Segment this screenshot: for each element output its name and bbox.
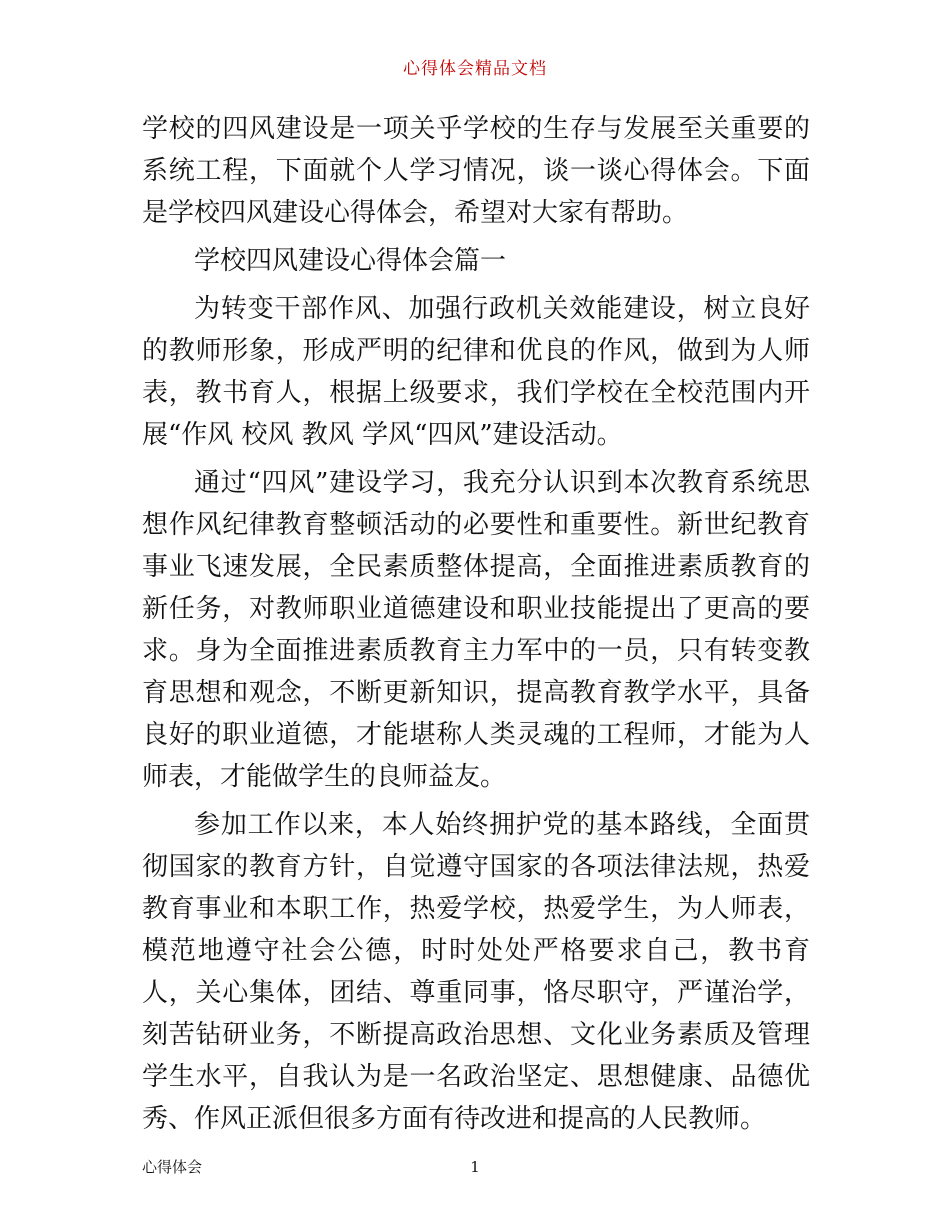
body-paragraph-2: 通过“四风”建设学习，我充分认识到本次教育系统思想作风纪律教育整顿活动的必要性和重要性。新世纪教育事业飞速发展，全民素质整体提高，全面推进素质教育的新任务，对教师职业道德建设和职业技能提出了更高的要求。身为全面推进素质教育主力军中的一员，只有转变教育思想和观念，不断更新知识，提高教育教学水平，具备良好的职业道德，才能堪称人类灵魂的工程师，才能为人师表，才能做学生的良师益友。 [142,468,810,792]
body-paragraph-3: 参加工作以来，本人始终拥护党的基本路线，全面贯彻国家的教育方针，自觉遵守国家的各项法律法规，热爱教育事业和本职工作，热爱学校，热爱学生，为人师表，模范地遵守社会公德，时时处处严格要求自己，教书育人，关心集体，团结、尊重同事，恪尽职守，严谨治学，刻苦钻研业务，不断提高政治思想、文化业务素质及管理学生水平，自我认为是一名政治坚定、思想健康、品德优秀、作风正派但很多方面有待改进和提高的人民教师。 [142,810,810,1134]
footer-label: 心得体会 [142,1158,203,1176]
page-number: 1 [470,1158,480,1176]
document-body [142,108,810,1140]
intro-paragraph: 学校的四风建设是一项关乎学校的生存与发展至关重要的系统工程，下面就个人学习情况，谈一谈心得体会。下面是学校四风建设心得体会，希望对大家有帮助。 [142,114,810,228]
body-paragraph-1: 为转变干部作风、加强行政机关效能建设，树立良好的教师形象，形成严明的纪律和优良的作风，做到为人师表，教书育人，根据上级要求，我们学校在全校范围内开展“作风 校风 教风 学风“四风”建设活动。 [142,294,810,450]
page-header-title: 心得体会精品文档 [403,59,547,79]
section-heading: 学校四风建设心得体会篇一 [194,246,507,276]
